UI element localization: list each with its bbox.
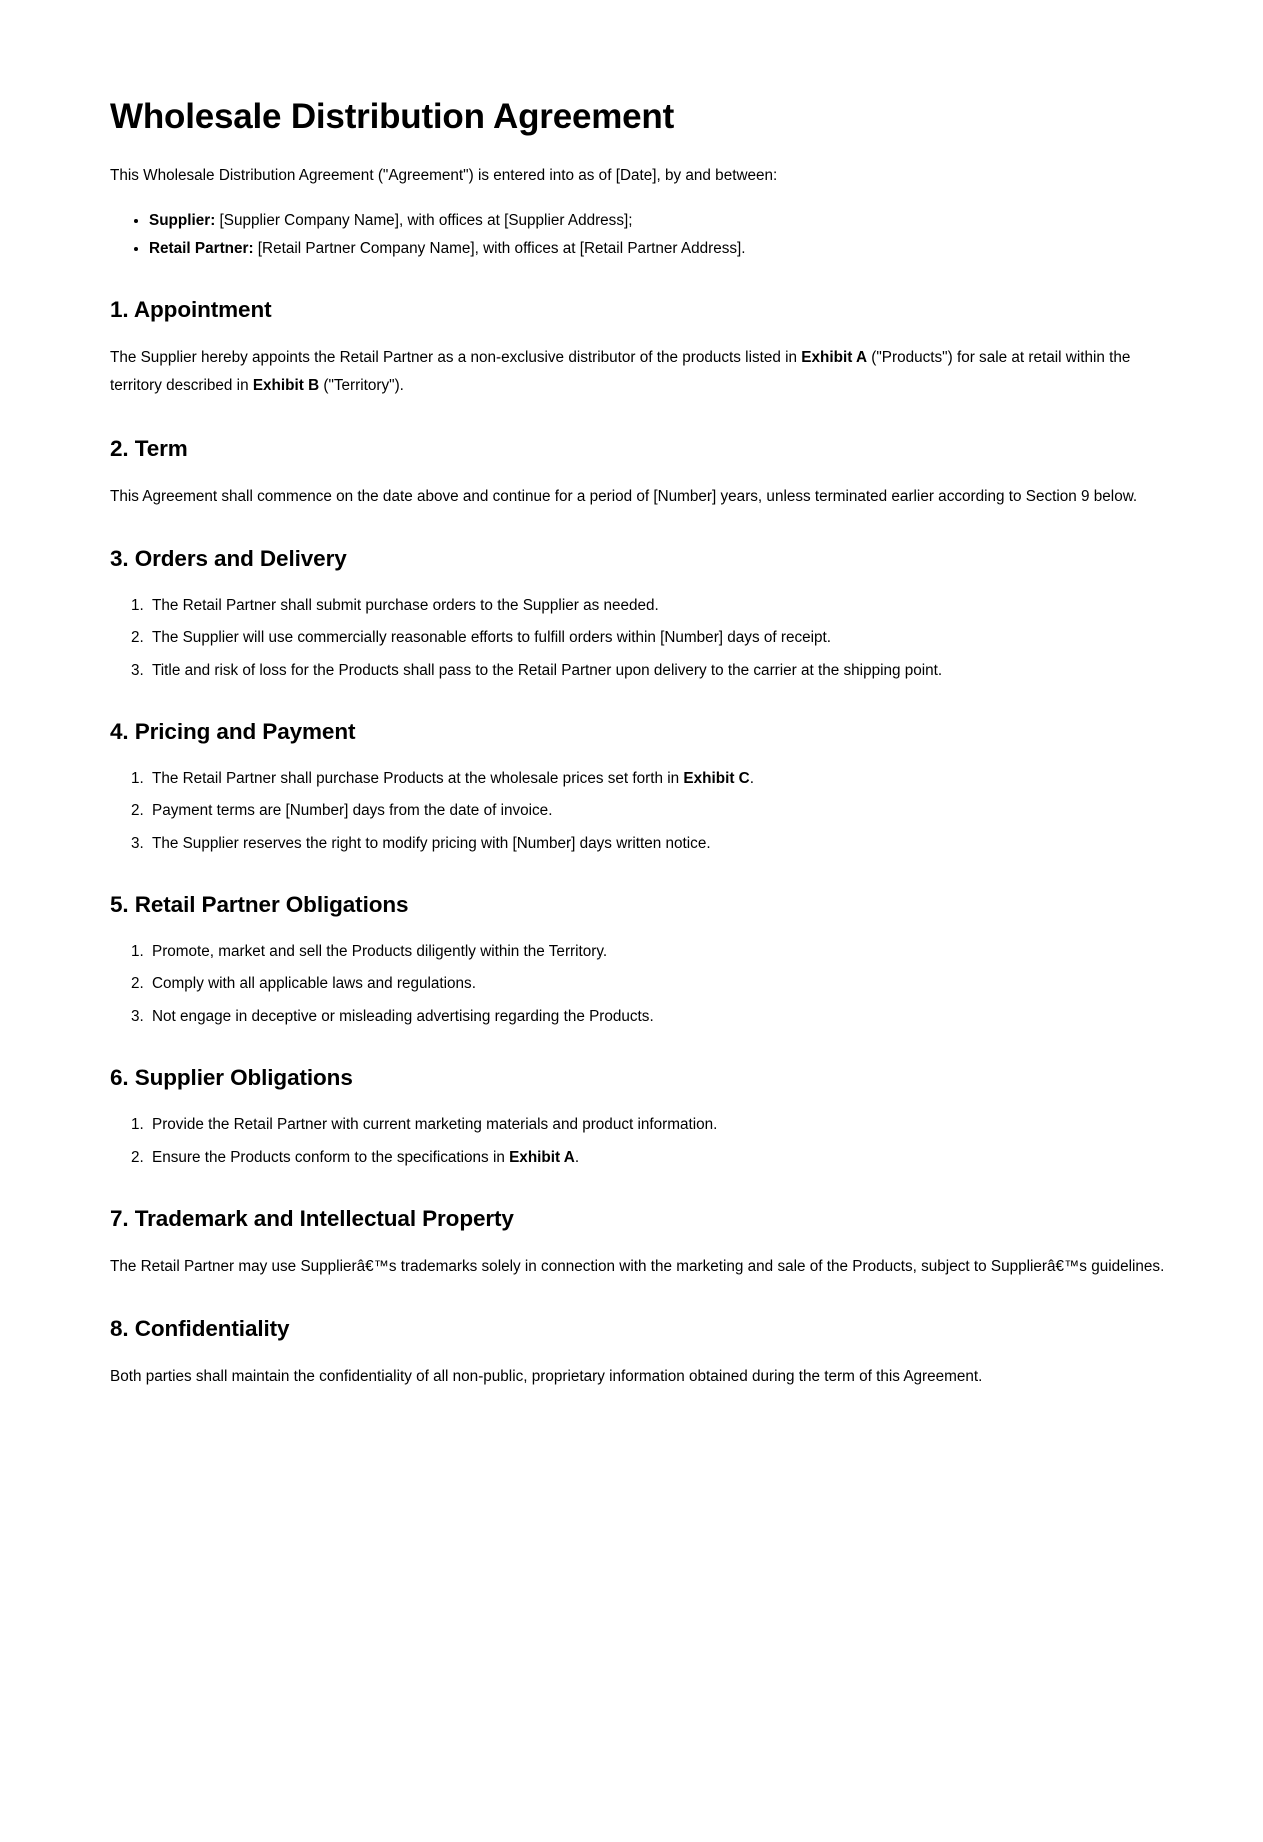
emphasis-text: Exhibit A [801,349,868,367]
plain-text: ("Territory"). [319,377,404,395]
list-item [148,1145,1170,1171]
section-heading: 4. Pricing and Payment [110,719,356,745]
section-appointment [110,296,1170,401]
section-confidentiality [110,1315,1170,1391]
section-heading: 7. Trademark and Intellectual Property [110,1205,514,1231]
section-heading: 5. Retail Partner Obligations [110,892,409,918]
section-retail-partner-obligations [110,891,1170,1030]
plain-text: . [574,1148,580,1166]
list-item [148,939,1170,965]
plain-text: The Retail Partner shall submit purchase orders to the Supplier as needed. [152,597,659,615]
section-heading: 8. Confidentiality [110,1316,290,1342]
plain-text: ("Products") for sale at retail within the territory described in [110,349,1131,395]
plain-text: Provide the Retail Partner with current marketing materials and product information. [152,1116,718,1134]
plain-text: Comply with all applicable laws and regulations. [152,975,476,993]
list-item [148,831,1170,857]
party-list [110,208,1170,262]
list-item [148,1112,1170,1138]
section-orders-and-delivery [110,545,1170,684]
plain-text: Payment terms are [Number] days from the date of invoice. [152,802,553,820]
list-item [148,766,1170,792]
list-item [148,1004,1170,1030]
plain-text: Promote, market and sell the Products diligently within the Territory. [152,943,608,961]
section-trademark-and-intellectual-property [110,1205,1170,1281]
plain-text: Not engage in deceptive or misleading advertising regarding the Products. [152,1007,654,1025]
list-item [149,236,1170,262]
page-title: Wholesale Distribution Agreement [110,97,675,136]
section-list [110,939,1170,1030]
plain-text: . [749,770,754,788]
plain-text: Ensure the Products conform to the specifications in [152,1148,510,1166]
plain-text: Title and risk of loss for the Products shall pass to the Retail Partner upon delivery to the carrier at the shipping point. [152,661,943,679]
list-item [149,208,1170,234]
section-paragraph: The Retail Partner may use Supplierâ€™s trademarks solely in connection with the marketing and sale of the Products, subject to Supplierâ€™s guidelines. [110,1257,1165,1275]
party-text: [Retail Partner Company Name], with offices at [Retail Partner Address]. [253,239,746,257]
section-paragraph: Both parties shall maintain the confidentiality of all non-public, proprietary information obtained during the term of this Agreement. [110,1368,983,1386]
section-list [110,766,1170,857]
section-list [110,593,1170,684]
list-item [148,625,1170,651]
plain-text: The Supplier hereby appoints the Retail Partner as a non-exclusive distributor of the products listed in [110,349,802,367]
section-heading: 6. Supplier Obligations [110,1065,353,1091]
list-item [148,593,1170,619]
section-term [110,435,1170,511]
section-heading: 3. Orders and Delivery [110,546,347,572]
section-heading: 1. Appointment [110,296,272,322]
section-paragraph [110,344,1170,401]
party-label: Retail Partner: [149,239,254,257]
emphasis-text: Exhibit A [509,1148,575,1166]
list-item [148,971,1170,997]
section-heading: 2. Term [110,435,188,461]
list-item [148,658,1170,684]
party-label: Supplier: [149,212,216,230]
plain-text: The Supplier will use commercially reasonable efforts to fulfill orders within [Number] days of receipt. [152,629,832,647]
section-pricing-and-payment [110,718,1170,857]
plain-text: The Supplier reserves the right to modify pricing with [Number] days written notice. [152,834,711,852]
intro-paragraph: This Wholesale Distribution Agreement ("Agreement") is entered into as of [Date], by and between: [110,167,778,184]
list-item [148,798,1170,824]
section-supplier-obligations [110,1064,1170,1171]
section-paragraph: This Agreement shall commence on the date above and continue for a period of [Number] years, unless terminated earlier according to Section 9 below. [110,487,1138,505]
emphasis-text: Exhibit C [683,770,750,788]
party-text: [Supplier Company Name], with offices at [Supplier Address]; [215,212,633,230]
section-list [110,1112,1170,1171]
emphasis-text: Exhibit B [252,377,320,395]
plain-text: The Retail Partner shall purchase Products at the wholesale prices set forth in [152,770,684,788]
